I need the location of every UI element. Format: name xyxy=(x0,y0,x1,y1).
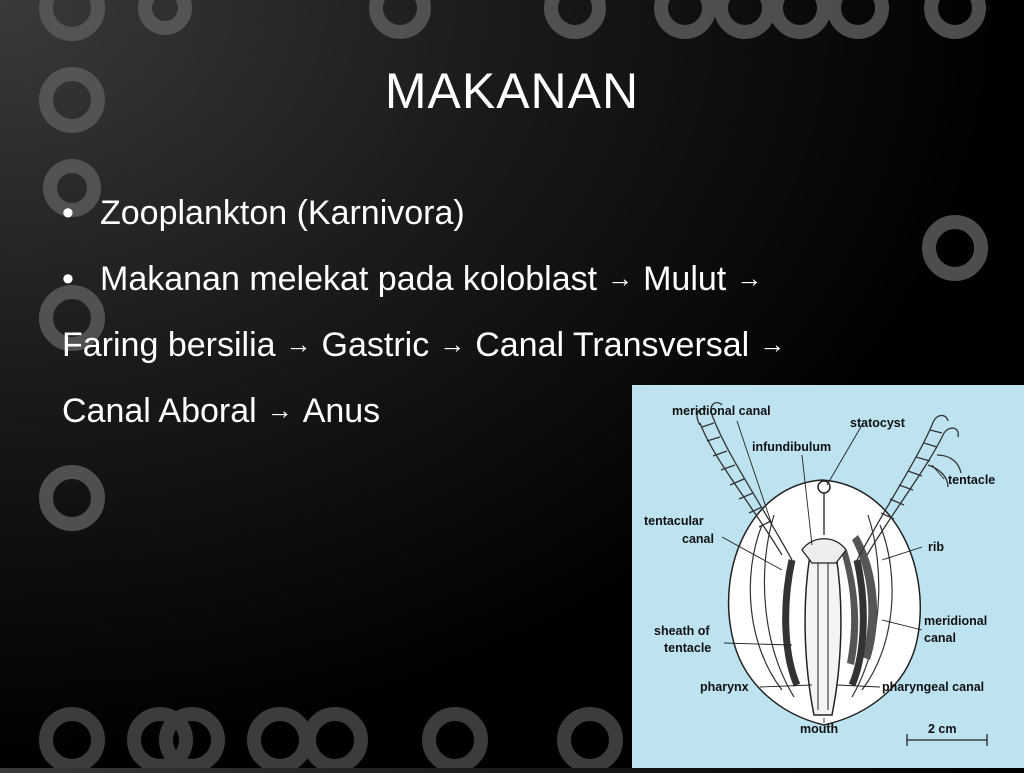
ctenophore-illustration xyxy=(632,385,1024,768)
ctenophore-diagram xyxy=(632,385,1024,768)
bullet-text: Makanan melekat pada koloblast xyxy=(100,260,598,298)
flow-step: Canal Aboral xyxy=(62,392,257,430)
flow-step: Canal Transversal xyxy=(475,326,750,364)
flow-line-2 xyxy=(62,386,380,436)
arrow-icon: → xyxy=(607,263,634,293)
label-meridional-canal-right: canal xyxy=(924,631,956,645)
label-rib: rib xyxy=(928,540,944,554)
pharynx-shape xyxy=(805,555,841,715)
flow-step: Faring bersilia xyxy=(62,326,276,364)
bullet-dot: • xyxy=(62,260,74,298)
label-pharynx: pharynx xyxy=(700,680,749,694)
label-meridional-canal-right: meridional xyxy=(924,614,988,628)
arrow-icon: → xyxy=(439,329,466,359)
label-sheath-of-tentacle: sheath of xyxy=(654,624,710,638)
label-sheath-of-tentacle: tentacle xyxy=(664,641,712,655)
label-tentacular-canal: tentacular xyxy=(644,514,704,528)
flow-step: Mulut xyxy=(643,260,727,298)
label-meridional-canal: meridional canal xyxy=(672,404,771,418)
arrow-icon: → xyxy=(736,263,763,293)
arrow-icon: → xyxy=(285,329,312,359)
flow-line-1 xyxy=(62,320,795,370)
label-pharyngeal-canal: pharyngeal canal xyxy=(882,680,985,694)
bullet-text: Zooplankton (Karnivora) xyxy=(100,194,465,232)
label-tentacular-canal: canal xyxy=(682,532,714,546)
infundibulum-shape xyxy=(802,539,846,563)
label-scale: 2 cm xyxy=(928,722,957,736)
slide-title: MAKANAN xyxy=(384,63,640,119)
arrow-icon: → xyxy=(266,395,293,425)
label-mouth: mouth xyxy=(800,722,839,736)
flow-step: Anus xyxy=(302,392,381,430)
bullet-1 xyxy=(62,188,465,238)
label-statocyst: statocyst xyxy=(850,416,905,430)
label-tentacle: tentacle xyxy=(948,473,996,487)
label-infundibulum: infundibulum xyxy=(752,440,832,454)
bullet-dot: • xyxy=(62,194,74,232)
arrow-icon: → xyxy=(759,329,786,359)
bullet-2 xyxy=(62,254,772,304)
flow-step: Gastric xyxy=(321,326,430,364)
